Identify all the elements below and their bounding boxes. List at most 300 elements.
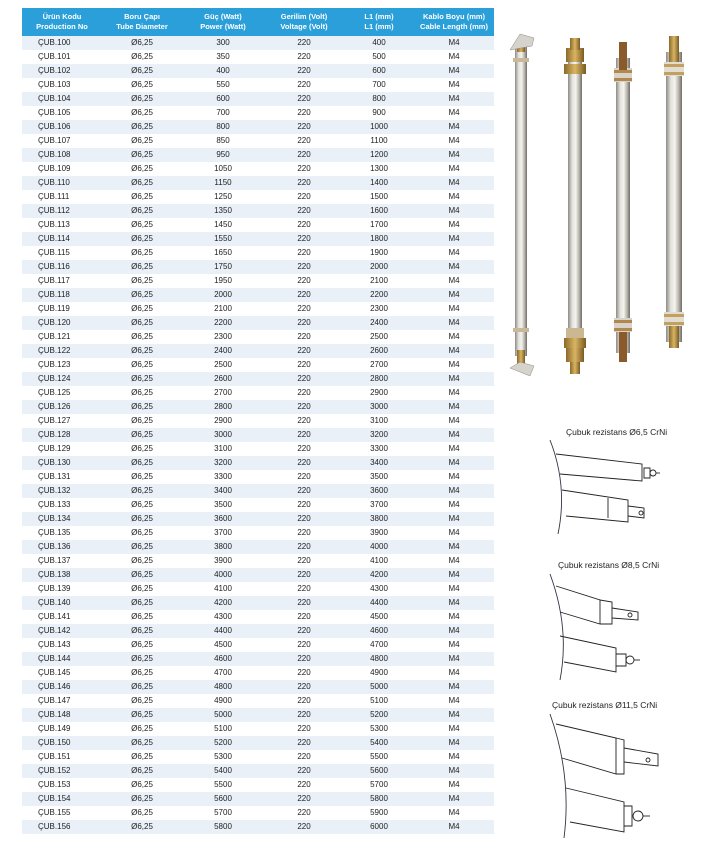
cell-cable-length: M4 xyxy=(414,484,494,498)
cell-tube-diameter: Ø6,25 xyxy=(102,260,182,274)
table-row xyxy=(22,638,494,652)
cell-cable-length: M4 xyxy=(414,106,494,120)
cell-voltage: 220 xyxy=(264,736,344,750)
cell-product-code: ÇUB.154 xyxy=(22,792,102,806)
cell-length: 4600 xyxy=(344,624,414,638)
cell-cable-length: M4 xyxy=(414,498,494,512)
header-power: Güç (Watt) Power (Watt) xyxy=(182,8,264,36)
cell-product-code: ÇUB.153 xyxy=(22,778,102,792)
diagram-3-tube-b xyxy=(566,788,624,832)
cell-power: 2700 xyxy=(182,386,264,400)
cell-voltage: 220 xyxy=(264,624,344,638)
cell-power: 1050 xyxy=(182,162,264,176)
cell-length: 4300 xyxy=(344,582,414,596)
cell-power: 5500 xyxy=(182,778,264,792)
table-row xyxy=(22,330,494,344)
cell-cable-length: M4 xyxy=(414,792,494,806)
table-row xyxy=(22,134,494,148)
cell-product-code: ÇUB.127 xyxy=(22,414,102,428)
cell-cable-length: M4 xyxy=(414,400,494,414)
cell-power: 3800 xyxy=(182,540,264,554)
cell-length: 2800 xyxy=(344,372,414,386)
cell-cable-length: M4 xyxy=(414,414,494,428)
cell-voltage: 220 xyxy=(264,568,344,582)
table-row xyxy=(22,302,494,316)
diagram-1 xyxy=(520,438,707,534)
cell-tube-diameter: Ø6,25 xyxy=(102,708,182,722)
cell-length: 5200 xyxy=(344,708,414,722)
cell-voltage: 220 xyxy=(264,596,344,610)
cell-voltage: 220 xyxy=(264,820,344,834)
cell-product-code: ÇUB.150 xyxy=(22,736,102,750)
cell-tube-diameter: Ø6,25 xyxy=(102,736,182,750)
diagram-2-wall xyxy=(550,574,563,680)
cell-cable-length: M4 xyxy=(414,694,494,708)
cell-length: 4200 xyxy=(344,568,414,582)
cell-voltage: 220 xyxy=(264,50,344,64)
table-row xyxy=(22,820,494,834)
cell-cable-length: M4 xyxy=(414,512,494,526)
cell-tube-diameter: Ø6,25 xyxy=(102,92,182,106)
cell-length: 5300 xyxy=(344,722,414,736)
cell-product-code: ÇUB.122 xyxy=(22,344,102,358)
cell-product-code: ÇUB.108 xyxy=(22,148,102,162)
cell-cable-length: M4 xyxy=(414,470,494,484)
cell-tube-diameter: Ø6,25 xyxy=(102,484,182,498)
cell-tube-diameter: Ø6,25 xyxy=(102,498,182,512)
table-row xyxy=(22,400,494,414)
table-row xyxy=(22,456,494,470)
cell-cable-length: M4 xyxy=(414,232,494,246)
cell-power: 550 xyxy=(182,78,264,92)
table-row xyxy=(22,498,494,512)
cell-length: 4500 xyxy=(344,610,414,624)
cell-length: 2000 xyxy=(344,260,414,274)
diagram-2-tube-b xyxy=(560,636,616,672)
cell-product-code: ÇUB.107 xyxy=(22,134,102,148)
cell-product-code: ÇUB.129 xyxy=(22,442,102,456)
cell-length: 3100 xyxy=(344,414,414,428)
cell-cable-length: M4 xyxy=(414,246,494,260)
cell-power: 700 xyxy=(182,106,264,120)
cell-tube-diameter: Ø6,25 xyxy=(102,540,182,554)
cell-voltage: 220 xyxy=(264,610,344,624)
cell-product-code: ÇUB.137 xyxy=(22,554,102,568)
cell-length: 1600 xyxy=(344,204,414,218)
cell-product-code: ÇUB.111 xyxy=(22,190,102,204)
cell-power: 2400 xyxy=(182,344,264,358)
table-row xyxy=(22,624,494,638)
cell-cable-length: M4 xyxy=(414,428,494,442)
cell-tube-diameter: Ø6,25 xyxy=(102,568,182,582)
cell-product-code: ÇUB.117 xyxy=(22,274,102,288)
table-row xyxy=(22,246,494,260)
cell-voltage: 220 xyxy=(264,120,344,134)
table-row xyxy=(22,680,494,694)
cell-length: 5900 xyxy=(344,806,414,820)
cell-power: 3300 xyxy=(182,470,264,484)
cell-power: 1150 xyxy=(182,176,264,190)
cell-cable-length: M4 xyxy=(414,260,494,274)
table-row xyxy=(22,666,494,680)
cell-power: 800 xyxy=(182,120,264,134)
cell-cable-length: M4 xyxy=(414,820,494,834)
cell-tube-diameter: Ø6,25 xyxy=(102,274,182,288)
cell-length: 5000 xyxy=(344,680,414,694)
cell-product-code: ÇUB.114 xyxy=(22,232,102,246)
table-row xyxy=(22,764,494,778)
table-row xyxy=(22,358,494,372)
cell-length: 3900 xyxy=(344,526,414,540)
cell-tube-diameter: Ø6,25 xyxy=(102,386,182,400)
cell-voltage: 220 xyxy=(264,218,344,232)
cell-cable-length: M4 xyxy=(414,36,494,50)
cell-product-code: ÇUB.156 xyxy=(22,820,102,834)
cell-product-code: ÇUB.148 xyxy=(22,708,102,722)
cell-power: 300 xyxy=(182,36,264,50)
cell-voltage: 220 xyxy=(264,316,344,330)
cell-tube-diameter: Ø6,25 xyxy=(102,806,182,820)
cell-product-code: ÇUB.101 xyxy=(22,50,102,64)
cell-tube-diameter: Ø6,25 xyxy=(102,64,182,78)
cell-cable-length: M4 xyxy=(414,638,494,652)
cell-length: 1700 xyxy=(344,218,414,232)
cell-power: 4300 xyxy=(182,610,264,624)
product-photo xyxy=(506,28,702,384)
cell-length: 5800 xyxy=(344,792,414,806)
cell-cable-length: M4 xyxy=(414,162,494,176)
diagram-2-tube-a xyxy=(556,586,600,624)
cell-cable-length: M4 xyxy=(414,92,494,106)
cell-power: 2500 xyxy=(182,358,264,372)
cell-power: 3400 xyxy=(182,484,264,498)
cell-power: 5700 xyxy=(182,806,264,820)
cell-cable-length: M4 xyxy=(414,274,494,288)
cell-cable-length: M4 xyxy=(414,778,494,792)
cell-voltage: 220 xyxy=(264,512,344,526)
cell-voltage: 220 xyxy=(264,694,344,708)
table-row xyxy=(22,442,494,456)
cell-product-code: ÇUB.136 xyxy=(22,540,102,554)
table-row xyxy=(22,232,494,246)
cell-cable-length: M4 xyxy=(414,148,494,162)
cell-product-code: ÇUB.143 xyxy=(22,638,102,652)
cell-voltage: 220 xyxy=(264,456,344,470)
cell-length: 4400 xyxy=(344,596,414,610)
cell-voltage: 220 xyxy=(264,540,344,554)
cell-length: 800 xyxy=(344,92,414,106)
cell-tube-diameter: Ø6,25 xyxy=(102,344,182,358)
cell-cable-length: M4 xyxy=(414,750,494,764)
cell-voltage: 220 xyxy=(264,554,344,568)
cell-product-code: ÇUB.126 xyxy=(22,400,102,414)
cell-cable-length: M4 xyxy=(414,134,494,148)
cell-power: 5200 xyxy=(182,736,264,750)
cell-power: 3200 xyxy=(182,456,264,470)
table-body xyxy=(22,36,494,834)
cell-cable-length: M4 xyxy=(414,372,494,386)
cell-product-code: ÇUB.128 xyxy=(22,428,102,442)
cell-power: 1350 xyxy=(182,204,264,218)
header-product-code: Ürün Kodu Production No xyxy=(22,8,102,36)
table-row xyxy=(22,204,494,218)
header-tube-diameter: Boru Çapı Tube Diameter xyxy=(102,8,182,36)
cell-voltage: 220 xyxy=(264,246,344,260)
cell-tube-diameter: Ø6,25 xyxy=(102,400,182,414)
cell-length: 1000 xyxy=(344,120,414,134)
table-row xyxy=(22,344,494,358)
cell-length: 2100 xyxy=(344,274,414,288)
table-row xyxy=(22,792,494,806)
cell-cable-length: M4 xyxy=(414,190,494,204)
cell-length: 1800 xyxy=(344,232,414,246)
cell-length: 1300 xyxy=(344,162,414,176)
cell-cable-length: M4 xyxy=(414,456,494,470)
table-row xyxy=(22,218,494,232)
cell-voltage: 220 xyxy=(264,274,344,288)
header-cable-length: Kablo Boyu (mm) Cable Length (mm) xyxy=(414,8,494,36)
cell-tube-diameter: Ø6,25 xyxy=(102,106,182,120)
cell-tube-diameter: Ø6,25 xyxy=(102,78,182,92)
cell-product-code: ÇUB.140 xyxy=(22,596,102,610)
table-row xyxy=(22,260,494,274)
cell-length: 400 xyxy=(344,36,414,50)
cell-cable-length: M4 xyxy=(414,302,494,316)
cell-product-code: ÇUB.120 xyxy=(22,316,102,330)
cell-length: 3400 xyxy=(344,456,414,470)
cell-tube-diameter: Ø6,25 xyxy=(102,246,182,260)
cell-cable-length: M4 xyxy=(414,120,494,134)
cell-product-code: ÇUB.125 xyxy=(22,386,102,400)
cell-product-code: ÇUB.135 xyxy=(22,526,102,540)
cell-product-code: ÇUB.112 xyxy=(22,204,102,218)
cell-product-code: ÇUB.103 xyxy=(22,78,102,92)
cell-cable-length: M4 xyxy=(414,526,494,540)
cell-tube-diameter: Ø6,25 xyxy=(102,596,182,610)
table-row xyxy=(22,414,494,428)
cell-voltage: 220 xyxy=(264,358,344,372)
cell-voltage: 220 xyxy=(264,680,344,694)
cell-tube-diameter: Ø6,25 xyxy=(102,162,182,176)
cell-product-code: ÇUB.130 xyxy=(22,456,102,470)
cell-tube-diameter: Ø6,25 xyxy=(102,792,182,806)
cell-length: 700 xyxy=(344,78,414,92)
cell-length: 2600 xyxy=(344,344,414,358)
cell-cable-length: M4 xyxy=(414,596,494,610)
table-row xyxy=(22,708,494,722)
cell-tube-diameter: Ø6,25 xyxy=(102,624,182,638)
cell-voltage: 220 xyxy=(264,750,344,764)
cell-tube-diameter: Ø6,25 xyxy=(102,372,182,386)
cell-tube-diameter: Ø6,25 xyxy=(102,428,182,442)
cell-tube-diameter: Ø6,25 xyxy=(102,638,182,652)
cell-product-code: ÇUB.151 xyxy=(22,750,102,764)
diagram-3-wall xyxy=(550,714,566,838)
cell-length: 5600 xyxy=(344,764,414,778)
cell-cable-length: M4 xyxy=(414,344,494,358)
cell-product-code: ÇUB.118 xyxy=(22,288,102,302)
cell-tube-diameter: Ø6,25 xyxy=(102,512,182,526)
cell-voltage: 220 xyxy=(264,764,344,778)
cell-cable-length: M4 xyxy=(414,540,494,554)
cell-tube-diameter: Ø6,25 xyxy=(102,330,182,344)
cell-length: 4900 xyxy=(344,666,414,680)
cell-cable-length: M4 xyxy=(414,722,494,736)
cell-length: 600 xyxy=(344,64,414,78)
cell-voltage: 220 xyxy=(264,78,344,92)
cell-product-code: ÇUB.139 xyxy=(22,582,102,596)
cell-tube-diameter: Ø6,25 xyxy=(102,190,182,204)
diagram-1-tube-b xyxy=(562,490,628,522)
cell-voltage: 220 xyxy=(264,792,344,806)
cell-power: 2800 xyxy=(182,400,264,414)
cell-length: 5400 xyxy=(344,736,414,750)
cell-power: 1550 xyxy=(182,232,264,246)
cell-voltage: 220 xyxy=(264,442,344,456)
cell-power: 3000 xyxy=(182,428,264,442)
cell-cable-length: M4 xyxy=(414,736,494,750)
cell-cable-length: M4 xyxy=(414,806,494,820)
table-row xyxy=(22,386,494,400)
table-row xyxy=(22,526,494,540)
cell-product-code: ÇUB.138 xyxy=(22,568,102,582)
product-table xyxy=(22,8,494,834)
cell-tube-diameter: Ø6,25 xyxy=(102,316,182,330)
table-row xyxy=(22,806,494,820)
cell-length: 4700 xyxy=(344,638,414,652)
table-row xyxy=(22,372,494,386)
cell-voltage: 220 xyxy=(264,526,344,540)
table-row xyxy=(22,64,494,78)
cell-tube-diameter: Ø6,25 xyxy=(102,442,182,456)
cell-tube-diameter: Ø6,25 xyxy=(102,694,182,708)
cell-voltage: 220 xyxy=(264,190,344,204)
cell-power: 4900 xyxy=(182,694,264,708)
cell-power: 5000 xyxy=(182,708,264,722)
table-row xyxy=(22,120,494,134)
table-row xyxy=(22,36,494,50)
cell-cable-length: M4 xyxy=(414,764,494,778)
table-row xyxy=(22,428,494,442)
cell-tube-diameter: Ø6,25 xyxy=(102,134,182,148)
cell-product-code: ÇUB.105 xyxy=(22,106,102,120)
cell-cable-length: M4 xyxy=(414,708,494,722)
cell-length: 4100 xyxy=(344,554,414,568)
cell-cable-length: M4 xyxy=(414,442,494,456)
cell-tube-diameter: Ø6,25 xyxy=(102,176,182,190)
cell-tube-diameter: Ø6,25 xyxy=(102,666,182,680)
table-row xyxy=(22,106,494,120)
cell-voltage: 220 xyxy=(264,36,344,50)
cell-length: 3800 xyxy=(344,512,414,526)
cell-length: 5100 xyxy=(344,694,414,708)
cell-cable-length: M4 xyxy=(414,680,494,694)
cell-product-code: ÇUB.142 xyxy=(22,624,102,638)
cell-power: 2200 xyxy=(182,316,264,330)
cell-power: 5400 xyxy=(182,764,264,778)
cell-product-code: ÇUB.134 xyxy=(22,512,102,526)
cell-power: 3900 xyxy=(182,554,264,568)
cell-power: 4400 xyxy=(182,624,264,638)
cell-power: 3100 xyxy=(182,442,264,456)
cell-product-code: ÇUB.115 xyxy=(22,246,102,260)
cell-power: 4500 xyxy=(182,638,264,652)
table-row xyxy=(22,582,494,596)
cell-length: 3600 xyxy=(344,484,414,498)
cell-voltage: 220 xyxy=(264,134,344,148)
table-row xyxy=(22,78,494,92)
table-row xyxy=(22,512,494,526)
cell-length: 4800 xyxy=(344,652,414,666)
cell-product-code: ÇUB.104 xyxy=(22,92,102,106)
cell-cable-length: M4 xyxy=(414,218,494,232)
cell-product-code: ÇUB.106 xyxy=(22,120,102,134)
cell-voltage: 220 xyxy=(264,470,344,484)
table-row xyxy=(22,148,494,162)
table-row xyxy=(22,176,494,190)
cell-tube-diameter: Ø6,25 xyxy=(102,302,182,316)
cell-voltage: 220 xyxy=(264,414,344,428)
cell-power: 3600 xyxy=(182,512,264,526)
cell-tube-diameter: Ø6,25 xyxy=(102,778,182,792)
cell-length: 2500 xyxy=(344,330,414,344)
cell-tube-diameter: Ø6,25 xyxy=(102,680,182,694)
cell-tube-diameter: Ø6,25 xyxy=(102,50,182,64)
cell-cable-length: M4 xyxy=(414,176,494,190)
cell-power: 4600 xyxy=(182,652,264,666)
cell-tube-diameter: Ø6,25 xyxy=(102,218,182,232)
cell-power: 5100 xyxy=(182,722,264,736)
cell-voltage: 220 xyxy=(264,372,344,386)
table-row xyxy=(22,596,494,610)
cell-length: 2900 xyxy=(344,386,414,400)
cell-tube-diameter: Ø6,25 xyxy=(102,456,182,470)
cell-product-code: ÇUB.121 xyxy=(22,330,102,344)
cell-power: 1950 xyxy=(182,274,264,288)
cell-voltage: 220 xyxy=(264,652,344,666)
cell-tube-diameter: Ø6,25 xyxy=(102,232,182,246)
cell-power: 5300 xyxy=(182,750,264,764)
diagram-3 xyxy=(520,712,707,838)
table-row xyxy=(22,50,494,64)
cell-length: 1400 xyxy=(344,176,414,190)
cell-voltage: 220 xyxy=(264,288,344,302)
cell-product-code: ÇUB.113 xyxy=(22,218,102,232)
cell-product-code: ÇUB.100 xyxy=(22,36,102,50)
cell-cable-length: M4 xyxy=(414,386,494,400)
cell-voltage: 220 xyxy=(264,162,344,176)
cell-power: 950 xyxy=(182,148,264,162)
cell-voltage: 220 xyxy=(264,484,344,498)
cell-tube-diameter: Ø6,25 xyxy=(102,526,182,540)
table-row xyxy=(22,722,494,736)
cell-tube-diameter: Ø6,25 xyxy=(102,554,182,568)
heater-1-image xyxy=(510,34,534,376)
cell-product-code: ÇUB.116 xyxy=(22,260,102,274)
cell-length: 500 xyxy=(344,50,414,64)
cell-power: 4000 xyxy=(182,568,264,582)
cell-power: 2600 xyxy=(182,372,264,386)
cell-length: 3500 xyxy=(344,470,414,484)
cell-length: 1500 xyxy=(344,190,414,204)
cell-power: 2000 xyxy=(182,288,264,302)
table-row xyxy=(22,778,494,792)
cell-length: 2300 xyxy=(344,302,414,316)
cell-product-code: ÇUB.131 xyxy=(22,470,102,484)
heater-2-image xyxy=(564,38,586,374)
table-row xyxy=(22,652,494,666)
table-row xyxy=(22,750,494,764)
